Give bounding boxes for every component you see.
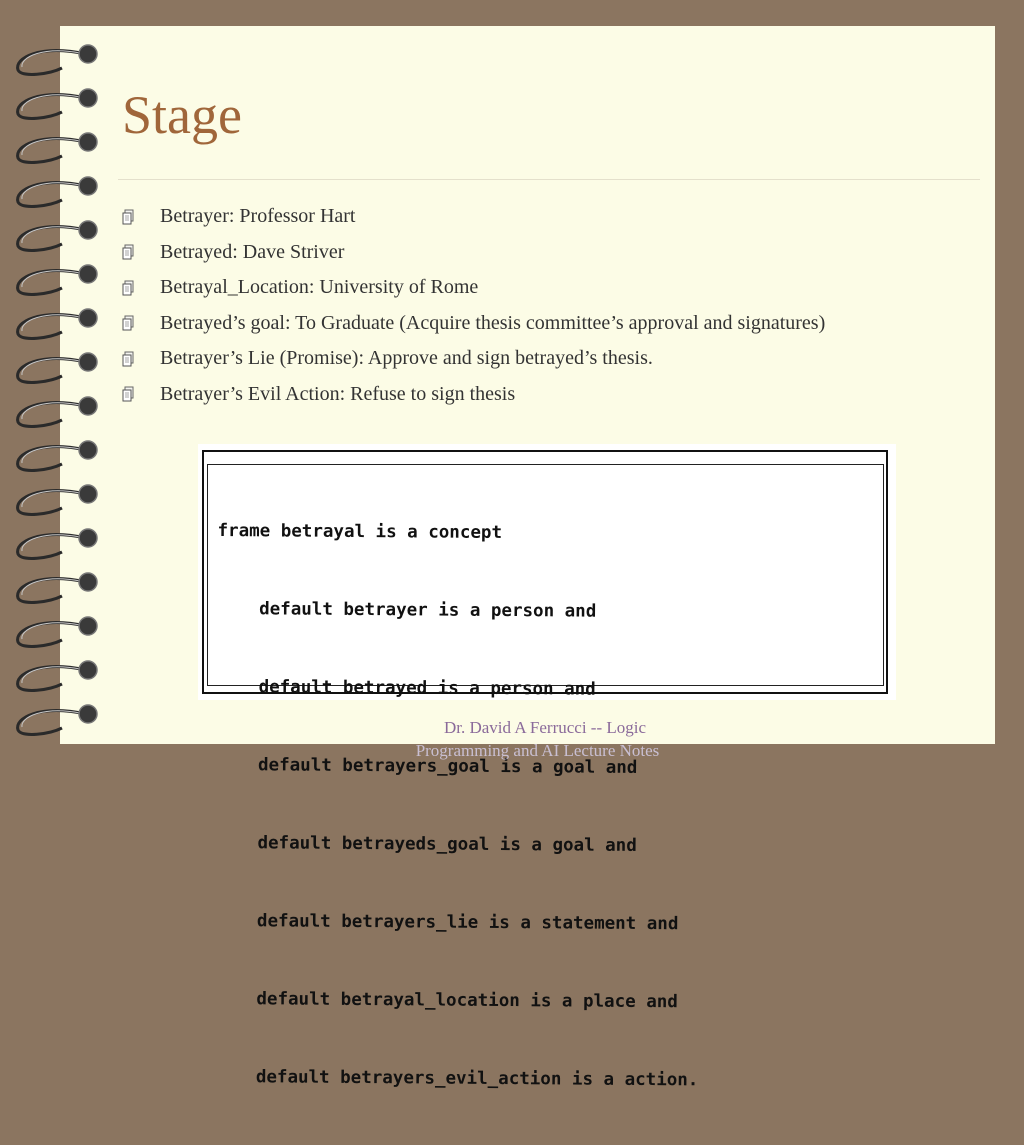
spiral-ring xyxy=(18,403,86,427)
spiral-ring xyxy=(18,227,86,251)
title-divider xyxy=(118,179,980,180)
binding-hole xyxy=(79,177,97,195)
bullet-text: Betrayer’s Lie (Promise): Approve and sign betrayed’s thesis. xyxy=(160,347,653,370)
code-line: default betrayers_evil_action is a action. xyxy=(213,1066,699,1091)
spiral-ring xyxy=(18,359,86,383)
page-bullet-icon xyxy=(122,280,160,296)
binding-hole xyxy=(79,265,97,283)
page-bullet-icon xyxy=(122,386,160,402)
code-line: default betrayal_location is a place and xyxy=(214,988,678,1013)
spiral-ring xyxy=(18,667,86,691)
spiral-ring xyxy=(18,139,86,163)
binding-hole xyxy=(79,617,97,635)
binding-hole xyxy=(79,133,97,151)
spiral-ring xyxy=(18,183,86,207)
code-line: default betrayer is a person and xyxy=(216,598,597,622)
bullet-item xyxy=(122,199,825,235)
bullet-text: Betrayal_Location: University of Rome xyxy=(160,276,479,299)
bullet-item xyxy=(122,377,825,413)
binding-hole xyxy=(79,661,97,679)
spiral-binding-icon xyxy=(0,0,110,768)
spiral-ring xyxy=(18,623,86,647)
bullet-text: Betrayed: Dave Striver xyxy=(160,240,345,263)
bullet-list xyxy=(122,199,825,412)
spiral-ring xyxy=(18,315,86,339)
footer-line-1: Dr. David A Ferrucci -- Logic xyxy=(443,718,647,737)
binding-hole xyxy=(79,353,97,371)
page-bullet-icon xyxy=(122,209,160,225)
frame-code-block xyxy=(213,466,702,1145)
spiral-ring xyxy=(18,447,86,471)
spiral-ring xyxy=(18,579,86,603)
spiral-ring xyxy=(18,711,86,735)
spiral-ring xyxy=(18,51,86,75)
binding-hole xyxy=(79,529,97,547)
binding-hole xyxy=(79,705,97,723)
code-line: default betrayers_goal is a goal and xyxy=(215,754,638,778)
code-line: frame betrayal is a concept xyxy=(217,520,503,543)
binding-hole xyxy=(79,573,97,591)
bullet-text: Betrayer’s Evil Action: Refuse to sign thesis xyxy=(160,382,516,405)
page-bullet-icon xyxy=(122,351,160,367)
spiral-ring xyxy=(18,535,86,559)
bullet-item xyxy=(122,270,825,306)
bullet-text: Betrayer: Professor Hart xyxy=(160,205,356,228)
slide-title: Stage xyxy=(122,85,242,145)
slide-footer xyxy=(395,716,695,762)
bullet-item xyxy=(122,306,825,342)
code-line: default betrayers_lie is a statement and xyxy=(214,910,679,935)
code-line: default betrayeds_goal is a goal and xyxy=(215,832,637,856)
bullet-item xyxy=(122,341,825,377)
page-bullet-icon xyxy=(122,244,160,260)
footer-line-2: Programming and AI Lecture Notes xyxy=(415,741,660,760)
spiral-ring xyxy=(18,271,86,295)
spiral-ring xyxy=(18,491,86,515)
binding-hole xyxy=(79,441,97,459)
binding-hole xyxy=(79,45,97,63)
page-bullet-icon xyxy=(122,315,160,331)
binding-hole xyxy=(79,397,97,415)
bullet-text: Betrayed’s goal: To Graduate (Acquire thesis committee’s approval and signatures) xyxy=(160,311,826,334)
bullet-item xyxy=(122,235,825,271)
binding-hole xyxy=(79,221,97,239)
code-line: default betrayed is a person and xyxy=(216,676,596,700)
binding-hole xyxy=(79,89,97,107)
binding-hole xyxy=(79,309,97,327)
spiral-ring xyxy=(18,95,86,119)
binding-hole xyxy=(79,485,97,503)
